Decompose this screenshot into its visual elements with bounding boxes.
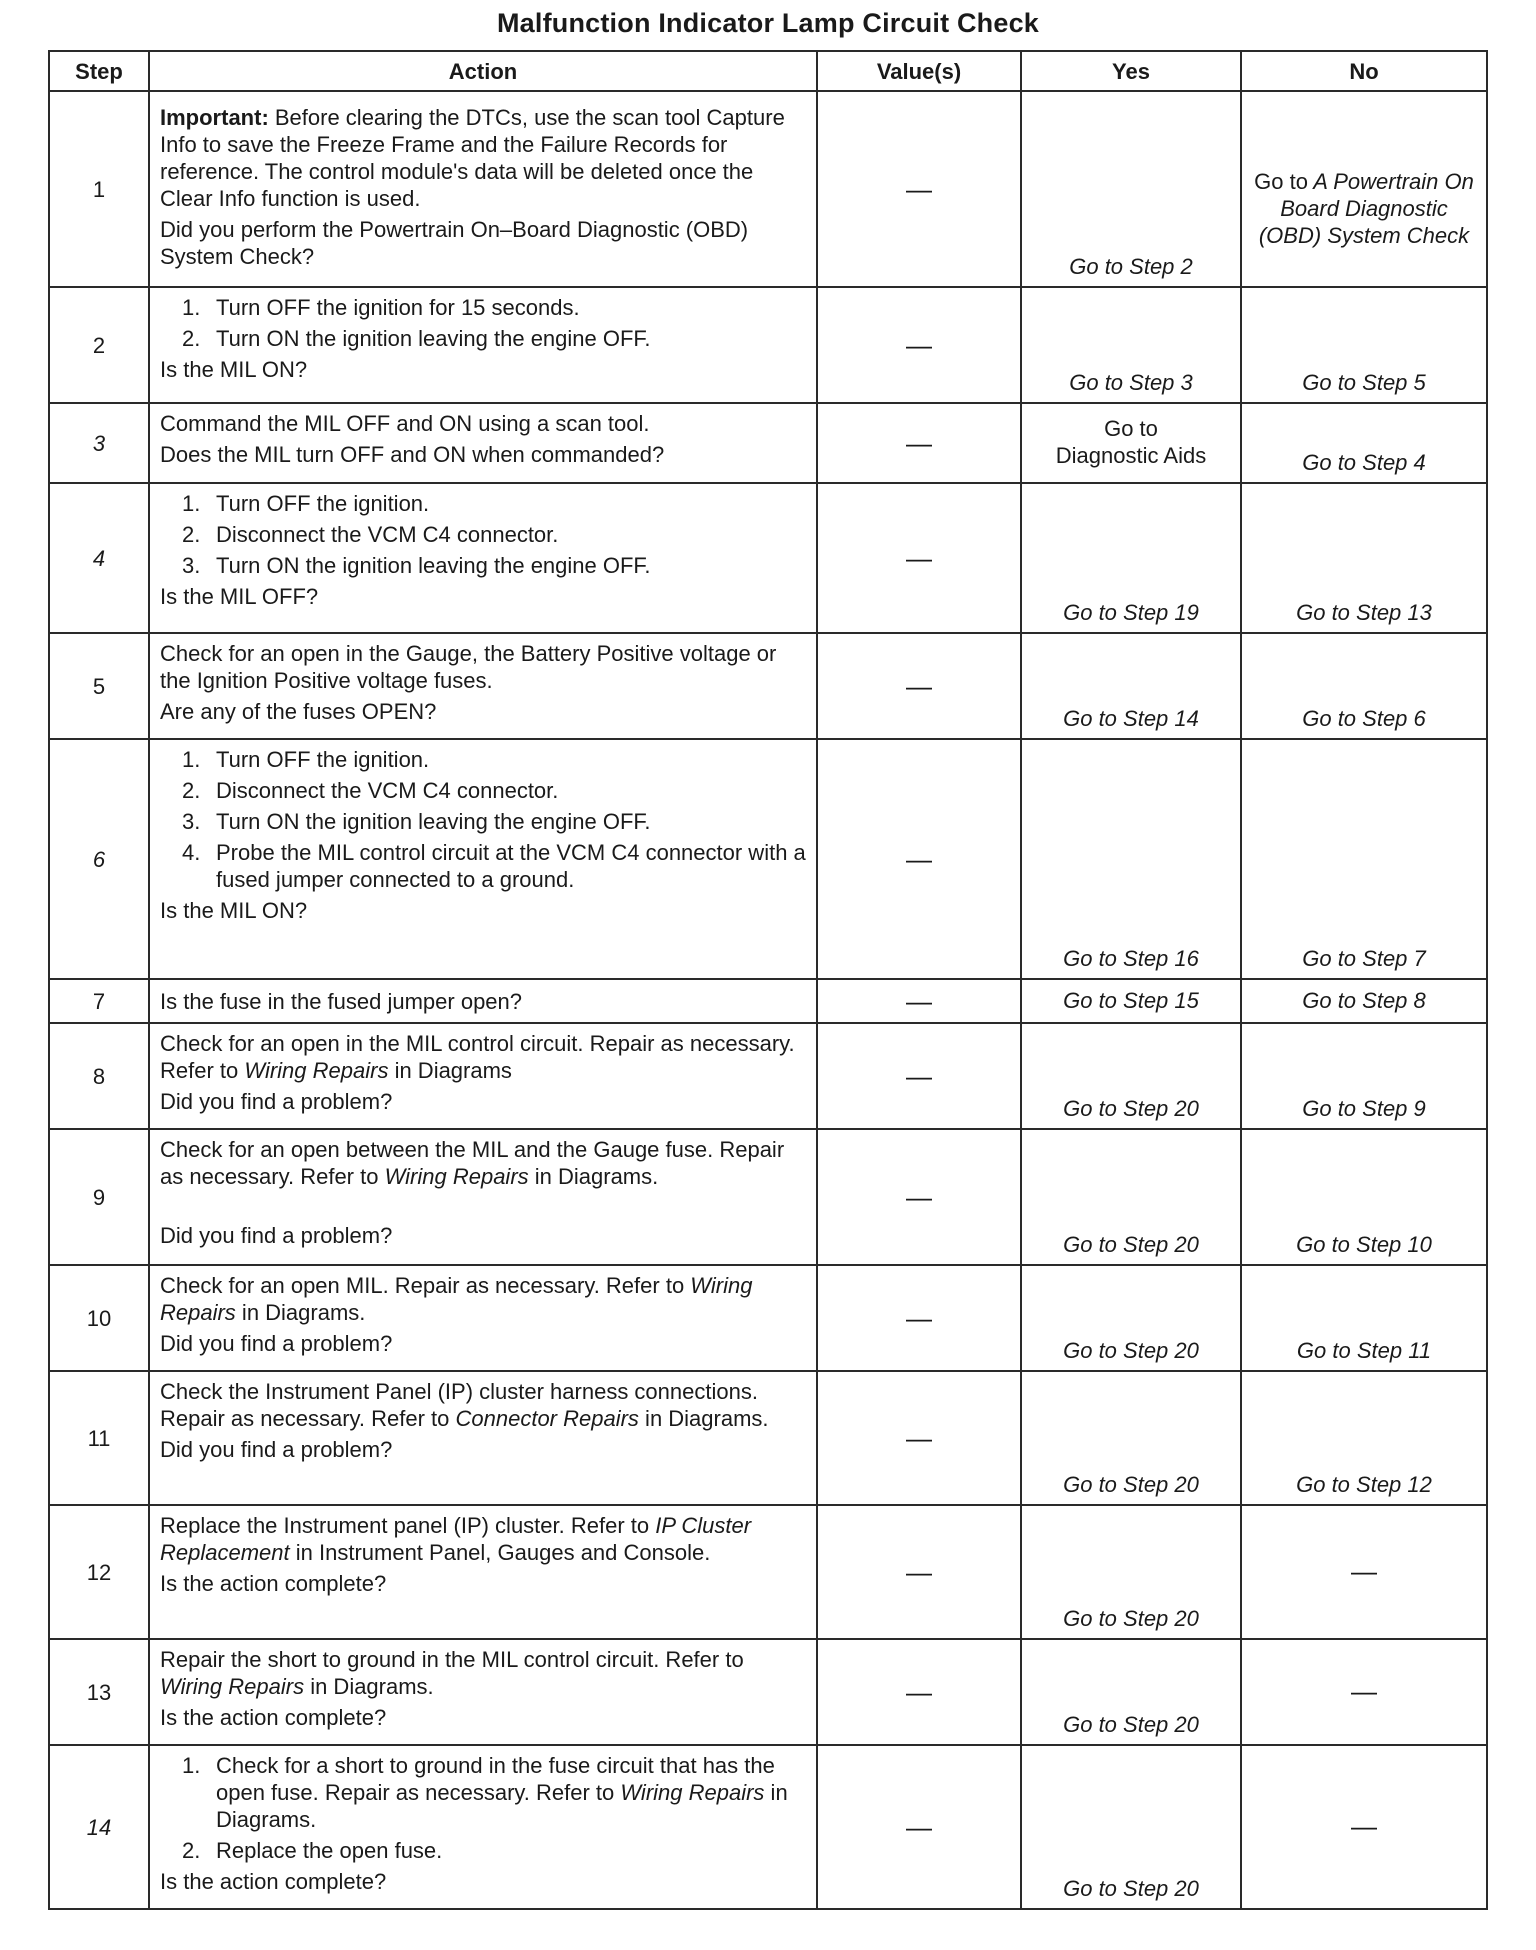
step-number: 12 xyxy=(49,1505,149,1639)
reference-link: Wiring Repairs xyxy=(160,1674,305,1699)
document-title: Malfunction Indicator Lamp Circuit Check xyxy=(496,8,1040,38)
action-question: Is the action complete? xyxy=(160,1869,387,1894)
reference-link: Wiring Repairs xyxy=(620,1780,765,1805)
table-row xyxy=(49,1371,1487,1505)
no-cell: Go to Step 10 xyxy=(1241,1129,1487,1265)
header-action: Action xyxy=(149,51,817,91)
reference-link: Connector Repairs xyxy=(455,1406,639,1431)
action-cell xyxy=(149,403,817,483)
step-number: 8 xyxy=(49,1023,149,1129)
reference-link: Wiring Repairs xyxy=(244,1058,389,1083)
no-cell: Go to Step 12 xyxy=(1241,1371,1487,1505)
reference-link: IP Cluster Replacement xyxy=(160,1513,752,1565)
step-number: 7 xyxy=(49,979,149,1023)
reference-link: Wiring Repairs xyxy=(384,1164,529,1189)
action-cell xyxy=(149,1129,817,1265)
header-no: No xyxy=(1241,51,1487,91)
yes-cell: Go to Step 16 xyxy=(1021,739,1241,979)
action-text: Command the MIL OFF and ON using a scan tool. xyxy=(160,411,650,436)
list-item: 1. Turn OFF the ignition for 15 seconds. xyxy=(182,295,580,320)
step-number: 13 xyxy=(49,1639,149,1745)
list-item: 1. Turn OFF the ignition. xyxy=(182,491,430,516)
important-text: Before clearing the DTCs, use the scan tool Capture Info to save the Freeze Frame and the Failure Records for reference. The control module's data will be deleted once the Clear Info function is used. xyxy=(160,105,785,211)
action-steps-list xyxy=(160,490,806,579)
value-cell: — xyxy=(817,1023,1021,1129)
important-note xyxy=(160,104,806,212)
action-cell xyxy=(149,739,817,979)
diagnostic-table xyxy=(48,50,1488,1910)
value-cell: — xyxy=(817,633,1021,739)
action-question: Is the MIL OFF? xyxy=(160,584,319,609)
list-item: 3. Turn ON the ignition leaving the engine OFF. xyxy=(182,553,651,578)
action-question: Is the fuse in the fused jumper open? xyxy=(149,979,817,1023)
yes-cell xyxy=(1021,403,1241,483)
list-item: 1. Turn OFF the ignition. xyxy=(182,747,430,772)
value-cell: — xyxy=(817,739,1021,979)
table-header-row xyxy=(49,51,1487,91)
list-item: 2. Replace the open fuse. xyxy=(182,1838,443,1863)
yes-cell: Go to Step 3 xyxy=(1021,287,1241,403)
list-item: 4. Probe the MIL control circuit at the VCM C4 connector with a fused jumper connected to a ground. xyxy=(182,840,806,892)
yes-line-2: Diagnostic Aids xyxy=(1055,443,1207,468)
yes-cell: Go to Step 20 xyxy=(1021,1023,1241,1129)
action-cell xyxy=(149,287,817,403)
action-question: Is the action complete? xyxy=(160,1571,387,1596)
table-row xyxy=(49,739,1487,979)
step-number: 10 xyxy=(49,1265,149,1371)
action-question: Did you find a problem? xyxy=(160,1223,393,1248)
step-number: 3 xyxy=(49,403,149,483)
table-row xyxy=(49,1265,1487,1371)
action-question: Did you find a problem? xyxy=(160,1437,393,1462)
table-row xyxy=(49,483,1487,633)
table-row xyxy=(49,403,1487,483)
list-item: 2. Turn ON the ignition leaving the engine OFF. xyxy=(182,326,651,351)
action-text: Repair the short to ground in the MIL control circuit. Refer to Wiring Repairs in Diagrams. xyxy=(160,1647,744,1699)
action-question: Is the action complete? xyxy=(160,1705,387,1730)
action-cell xyxy=(149,1505,817,1639)
no-reference: A Powertrain On Board Diagnostic (OBD) System Check xyxy=(1258,168,1474,248)
list-item: 2. Disconnect the VCM C4 connector. xyxy=(182,778,559,803)
action-cell xyxy=(149,1371,817,1505)
list-item: 3. Turn ON the ignition leaving the engine OFF. xyxy=(182,809,651,834)
no-prefix: Go to xyxy=(1254,168,1308,194)
step-number: 14 xyxy=(49,1745,149,1909)
value-cell: — xyxy=(817,1129,1021,1265)
action-steps-list xyxy=(160,294,806,352)
action-question: Are any of the fuses OPEN? xyxy=(160,699,437,724)
value-cell: — xyxy=(817,1505,1021,1639)
table-row xyxy=(49,287,1487,403)
action-text: Check the Instrument Panel (IP) cluster harness connections. Repair as necessary. Refer to Connector Repairs in Diagrams. xyxy=(160,1379,769,1431)
action-cell xyxy=(149,483,817,633)
action-cell xyxy=(149,91,817,287)
yes-cell: Go to Step 15 xyxy=(1021,979,1241,1023)
action-question: Did you find a problem? xyxy=(160,1089,393,1114)
yes-cell: Go to Step 20 xyxy=(1021,1265,1241,1371)
step-number: 2 xyxy=(49,287,149,403)
step-number: 6 xyxy=(49,739,149,979)
action-cell xyxy=(149,1023,817,1129)
value-cell: — xyxy=(817,1265,1021,1371)
no-cell xyxy=(1241,91,1487,287)
action-question: Does the MIL turn OFF and ON when commanded? xyxy=(160,442,665,467)
action-steps-list xyxy=(160,1752,806,1864)
table-row xyxy=(49,979,1487,1023)
value-cell: — xyxy=(817,403,1021,483)
action-text: Replace the Instrument panel (IP) cluster. Refer to IP Cluster Replacement in Instrument Panel, Gauges and Console. xyxy=(160,1513,752,1565)
list-item: 2. Disconnect the VCM C4 connector. xyxy=(182,522,559,547)
table-row xyxy=(49,633,1487,739)
action-question: Is the MIL ON? xyxy=(160,357,308,382)
header-yes: Yes xyxy=(1021,51,1241,91)
list-item: 1. Check for a short to ground in the fuse circuit that has the open fuse. Repair as necessary. Refer to Wiring Repairs in Diagrams. xyxy=(182,1753,788,1832)
action-cell xyxy=(149,1265,817,1371)
action-text: Check for an open in the Gauge, the Battery Positive voltage or the Ignition Positive voltage fuses. xyxy=(160,641,777,693)
table-row xyxy=(49,1639,1487,1745)
action-question: Did you find a problem? xyxy=(160,1331,393,1356)
header-step: Step xyxy=(49,51,149,91)
table-row xyxy=(49,91,1487,287)
yes-cell: Go to Step 20 xyxy=(1021,1371,1241,1505)
reference-link: Wiring Repairs xyxy=(160,1273,753,1325)
step-number: 11 xyxy=(49,1371,149,1505)
no-cell: Go to Step 11 xyxy=(1241,1265,1487,1371)
no-cell: Go to Step 7 xyxy=(1241,739,1487,979)
no-cell: — xyxy=(1241,1745,1487,1909)
no-cell: Go to Step 9 xyxy=(1241,1023,1487,1129)
no-cell: Go to Step 8 xyxy=(1241,979,1487,1023)
yes-cell: Go to Step 20 xyxy=(1021,1129,1241,1265)
yes-cell: Go to Step 14 xyxy=(1021,633,1241,739)
no-cell: Go to Step 6 xyxy=(1241,633,1487,739)
yes-cell: Go to Step 19 xyxy=(1021,483,1241,633)
important-label: Important: xyxy=(160,105,269,130)
value-cell: — xyxy=(817,91,1021,287)
value-cell: — xyxy=(817,483,1021,633)
value-cell: — xyxy=(817,1745,1021,1909)
action-steps-list xyxy=(160,746,806,893)
action-text: Check for an open in the MIL control circuit. Repair as necessary. Refer to Wiring Repairs in Diagrams xyxy=(160,1031,795,1083)
step-number: 4 xyxy=(49,483,149,633)
no-cell: — xyxy=(1241,1639,1487,1745)
no-cell: Go to Step 13 xyxy=(1241,483,1487,633)
action-cell xyxy=(149,1745,817,1909)
action-text: Check for an open between the MIL and the Gauge fuse. Repair as necessary. Refer to Wiring Repairs in Diagrams. xyxy=(160,1137,785,1189)
header-values: Value(s) xyxy=(817,51,1021,91)
action-cell xyxy=(149,633,817,739)
table-row xyxy=(49,1505,1487,1639)
no-cell: Go to Step 4 xyxy=(1241,403,1487,483)
yes-cell: Go to Step 20 xyxy=(1021,1745,1241,1909)
action-question: Is the MIL ON? xyxy=(160,898,308,923)
action-text: Check for an open MIL. Repair as necessary. Refer to Wiring Repairs in Diagrams. xyxy=(160,1273,753,1325)
step-number: 5 xyxy=(49,633,149,739)
no-cell: — xyxy=(1241,1505,1487,1639)
yes-line-1: Go to xyxy=(1104,416,1158,441)
no-cell: Go to Step 5 xyxy=(1241,287,1487,403)
yes-cell: Go to Step 20 xyxy=(1021,1639,1241,1745)
table-row xyxy=(49,1023,1487,1129)
step-number: 9 xyxy=(49,1129,149,1265)
yes-cell: Go to Step 2 xyxy=(1021,91,1241,287)
value-cell: — xyxy=(817,287,1021,403)
value-cell: — xyxy=(817,979,1021,1023)
action-question: Did you perform the Powertrain On–Board Diagnostic (OBD) System Check? xyxy=(160,217,749,269)
value-cell: — xyxy=(817,1371,1021,1505)
table-row xyxy=(49,1129,1487,1265)
step-number: 1 xyxy=(49,91,149,287)
table-row xyxy=(49,1745,1487,1909)
yes-cell: Go to Step 20 xyxy=(1021,1505,1241,1639)
value-cell: — xyxy=(817,1639,1021,1745)
action-cell xyxy=(149,1639,817,1745)
diagnostic-table-container xyxy=(48,50,1488,1910)
